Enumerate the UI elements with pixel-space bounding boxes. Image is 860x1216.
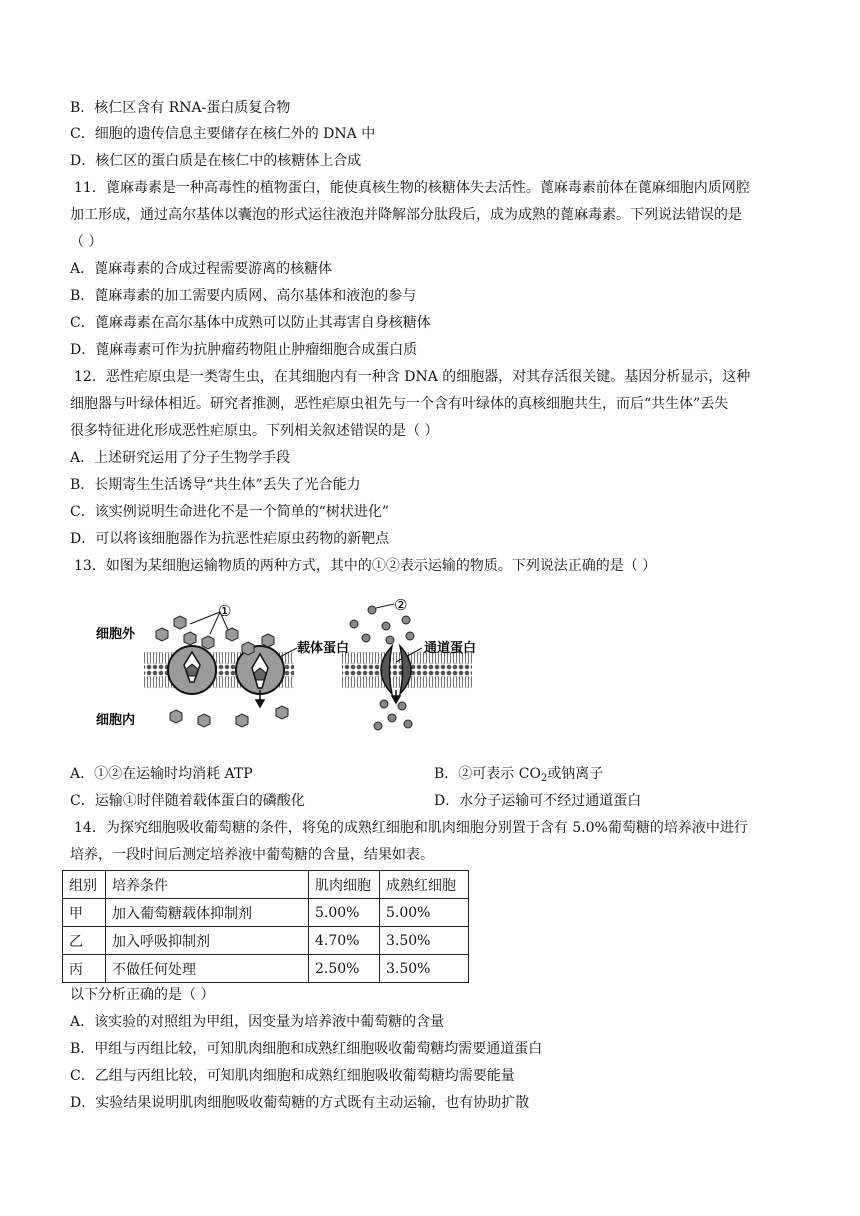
carrier-protein-2 bbox=[236, 646, 284, 694]
table-cell: 不做任何处理 bbox=[106, 955, 309, 983]
table-cell: 加入呼吸抑制剂 bbox=[106, 927, 309, 955]
q12-stem-line3: 很多特征进化形成恶性疟原虫。下列相关叙述错误的是（ ） bbox=[70, 423, 439, 439]
marker-substance-1: ① bbox=[218, 602, 232, 620]
table-header-row bbox=[63, 871, 469, 899]
table-cell: 4.70% bbox=[309, 927, 380, 955]
table-row bbox=[63, 955, 469, 983]
table-cell: 甲 bbox=[63, 899, 106, 927]
q13-stem: 13．如图为某细胞运输物质的两种方式，其中的①②表示运输的物质。下列说法正确的是（ ） bbox=[74, 558, 657, 574]
table-cell: 2.50% bbox=[309, 955, 380, 983]
q12-stem-line2: 细胞器与叶绿体相近。研究者推测，恶性疟原虫祖先与一个含有叶绿体的真核细胞共生，而后“共生体”丢失 bbox=[70, 396, 729, 412]
q11-option-b: B．蓖麻毒素的加工需要内质网、高尔基体和液泡的参与 bbox=[70, 288, 417, 304]
label-carrier-protein: 载体蛋白 bbox=[297, 641, 350, 656]
q14-prompt: 以下分析正确的是（ ） bbox=[70, 987, 215, 1003]
table-cell: 3.50% bbox=[380, 927, 469, 955]
table-cell: 3.50% bbox=[380, 955, 469, 983]
q10-option-b: B．核仁区含有 RNA-蛋白质复合物 bbox=[70, 100, 291, 116]
q10-option-d: D．核仁区的蛋白质是在核仁中的核糖体上合成 bbox=[70, 153, 362, 169]
q11-stem-line1: 11．蓖麻毒素是一种高毒性的植物蛋白，能使真核生物的核糖体失去活性。蓖麻毒素前体在蓖麻细胞内质网腔 bbox=[74, 180, 750, 196]
q14-stem-line2: 培养，一段时间后测定培养液中葡萄糖的含量，结果如表。 bbox=[70, 847, 434, 863]
q14-stem-line1: 14．为探究细胞吸收葡萄糖的条件，将兔的成熟红细胞和肌肉细胞分别置于含有 5.0%葡萄糖的培养液中进行 bbox=[74, 820, 748, 836]
q11-stem-line2: 加工形成，通过高尔基体以囊泡的形式运往液泡并降解部分肽段后，成为成熟的蓖麻毒素。下列说法错误的是 bbox=[70, 207, 742, 223]
table-row bbox=[63, 927, 469, 955]
table-row bbox=[63, 899, 469, 927]
q12-option-a: A．上述研究运用了分子生物学手段 bbox=[70, 450, 291, 466]
marker-substance-2: ② bbox=[394, 596, 408, 614]
label-channel-protein: 通道蛋白 bbox=[424, 641, 477, 656]
label-outside: 细胞外 bbox=[96, 627, 136, 642]
table-header-cell: 成熟红细胞 bbox=[380, 871, 469, 899]
carrier-protein-1 bbox=[168, 646, 216, 694]
q13-option-c: C．运输①时伴随着载体蛋白的磷酸化 bbox=[70, 793, 305, 809]
results-table bbox=[62, 870, 469, 983]
q14-option-d: D．实验结果说明肌肉细胞吸收葡萄糖的方式既有主动运输，也有协助扩散 bbox=[70, 1095, 530, 1111]
table-header-cell: 培养条件 bbox=[106, 871, 309, 899]
q11-option-d: D．蓖麻毒素可作为抗肿瘤药物阻止肿瘤细胞合成蛋白质 bbox=[70, 342, 418, 358]
q13-option-a: A．①②在运输时均消耗 ATP bbox=[70, 766, 253, 782]
q11-option-c: C．蓖麻毒素在高尔基体中成熟可以防止其毒害自身核糖体 bbox=[70, 315, 431, 331]
label-inside: 细胞内 bbox=[96, 713, 136, 728]
table-cell: 5.00% bbox=[380, 899, 469, 927]
q10-option-c: C．细胞的遗传信息主要储存在核仁外的 DNA 中 bbox=[70, 126, 376, 142]
q14-option-b: B．甲组与丙组比较，可知肌肉细胞和成熟红细胞吸收葡萄糖均需要通道蛋白 bbox=[70, 1041, 543, 1057]
q14-option-c: C．乙组与丙组比较，可知肌肉细胞和成熟红细胞吸收葡萄糖均需要能量 bbox=[70, 1068, 515, 1084]
q14-option-a: A．该实验的对照组为甲组，因变量为培养液中葡萄糖的含量 bbox=[70, 1014, 445, 1030]
table-header-cell: 组别 bbox=[63, 871, 106, 899]
q13-option-d: D．水分子运输可不经过通道蛋白 bbox=[434, 793, 642, 809]
q11-stem-line3: （ ） bbox=[70, 234, 103, 250]
q12-option-b: B．长期寄生生活诱导“共生体”丢失了光合能力 bbox=[70, 477, 361, 493]
membrane-transport-figure bbox=[92, 590, 502, 750]
table-cell: 丙 bbox=[63, 955, 106, 983]
q12-option-c: C．该实例说明生命进化不是一个简单的“树状进化” bbox=[70, 504, 390, 520]
table-header-cell: 肌肉细胞 bbox=[309, 871, 380, 899]
q12-stem-line1: 12．恶性疟原虫是一类寄生虫，在其细胞内有一种含 DNA 的细胞器，对其存活很关键。基因分析显示，这种 bbox=[74, 369, 751, 385]
q11-option-a: A．蓖麻毒素的合成过程需要游离的核糖体 bbox=[70, 261, 333, 277]
table-cell: 乙 bbox=[63, 927, 106, 955]
table-cell: 5.00% bbox=[309, 899, 380, 927]
table-cell: 加入葡萄糖载体抑制剂 bbox=[106, 899, 309, 927]
q12-option-d: D．可以将该细胞器作为抗恶性疟原虫药物的新靶点 bbox=[70, 531, 390, 547]
q13-option-b: B．②可表示 $CO_2$或钠离子 bbox=[434, 766, 604, 784]
